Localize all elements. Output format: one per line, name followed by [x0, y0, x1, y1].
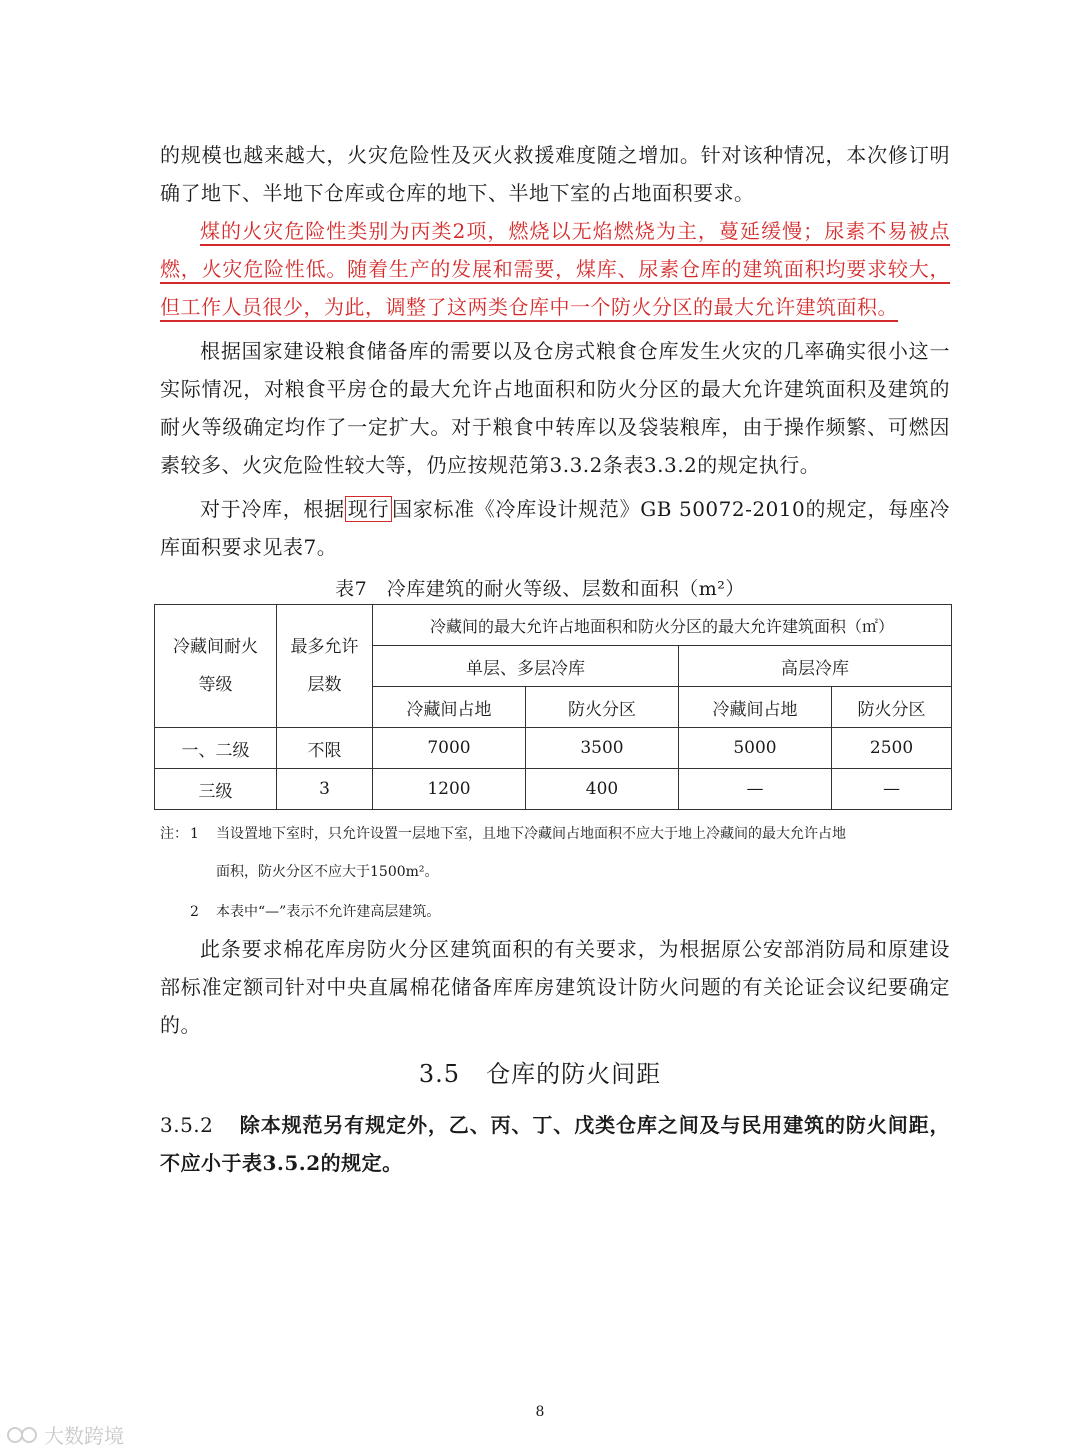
paragraph-cotton-storage: 此条要求棉花库房防火分区建筑面积的有关要求，为根据原公安部消防局和原建设部标准定额司针对中央直属棉花储备库库房建筑设计防火问题的有关论证会议纪要确定的。: [160, 937, 950, 1037]
watermark-text: 大数跨境: [44, 1424, 124, 1448]
header-fire-resistance-grade: 冷藏间耐火等级: [155, 605, 277, 728]
cold-storage-text-end: 国家标准《冷库设计规范》GB 50072-2010的规定，每座冷库面积要求见表7。: [160, 497, 951, 559]
watermark: [6, 1420, 124, 1449]
cell-high-land: —: [679, 769, 832, 810]
cell-high-zone: —: [832, 769, 952, 810]
header-max-floors: 最多允许层数: [277, 605, 373, 728]
header-high-rise: 高层冷库: [679, 646, 952, 687]
header-single-multi-storey: 单层、多层冷库: [373, 646, 679, 687]
cell-high-zone: 2500: [832, 728, 952, 769]
table-row: [155, 728, 952, 769]
cell-floors: 3: [277, 769, 373, 810]
highlighted-word-current: 现行: [345, 496, 392, 522]
cell-floors: 不限: [277, 728, 373, 769]
clause-number: 3.5.2: [160, 1113, 214, 1137]
cell-low-zone: 400: [526, 769, 679, 810]
note-1-number: 1: [190, 826, 199, 842]
clause-text: 除本规范另有规定外，乙、丙、丁、戊类仓库之间及与民用建筑的防火间距，不应小于表3.5.2的规定。: [160, 1113, 950, 1175]
note-label: 注：: [160, 826, 188, 842]
cell-grade: 一、二级: [155, 728, 277, 769]
note-2-number: 2: [190, 904, 199, 920]
note-1-line2: 面积，防火分区不应大于1500m²。: [216, 864, 439, 880]
header-low-zone: 防火分区: [526, 687, 679, 728]
table-caption: 表7 冷库建筑的耐火等级、层数和面积（m²）: [335, 578, 745, 600]
header-high-zone: 防火分区: [832, 687, 952, 728]
cell-low-land: 1200: [373, 769, 526, 810]
header-low-land: 冷藏间占地: [373, 687, 526, 728]
section-number: 3.5: [418, 1060, 461, 1088]
cell-low-land: 7000: [373, 728, 526, 769]
paragraph-grain-storage: 根据国家建设粮食储备库的需要以及仓房式粮食仓库发生火灾的几率确实很小这一实际情况，对粮食平房仓的最大允许占地面积和防火分区的最大允许建筑面积及建筑的耐火等级确定均作了一定扩大。对于粮食中转库以及袋装粮库，由于操作频繁、可燃因素较多、火灾危险性较大等，仍应按规范第3.3.2条表3.3.2的规定执行。: [160, 339, 950, 477]
note-1-line1: 当设置地下室时，只允许设置一层地下室，且地下冷藏间占地面积不应大于地上冷藏间的最大允许占地: [216, 826, 846, 842]
cell-grade: 三级: [155, 769, 277, 810]
header-area-group: 冷藏间的最大允许占地面积和防火分区的最大允许建筑面积（㎡）: [373, 605, 952, 646]
section-title: [0, 1054, 1080, 1089]
page-number: 8: [535, 1404, 545, 1420]
cell-high-land: 5000: [679, 728, 832, 769]
header-high-land: 冷藏间占地: [679, 687, 832, 728]
cold-storage-text-start: 对于冷库，根据: [200, 497, 345, 521]
note-2-text: 本表中“—”表示不允许建高层建筑。: [216, 904, 441, 920]
section-name: 仓库的防火间距: [486, 1060, 662, 1088]
table-row: [155, 769, 952, 810]
watermark-logo-icon: [6, 1424, 40, 1446]
cold-storage-table: [154, 604, 952, 810]
cell-low-zone: 3500: [526, 728, 679, 769]
paragraph-continued: 的规模也越来越大，火灾危险性及灭火救援难度随之增加。针对该种情况，本次修订明确了地下、半地下仓库或仓库的地下、半地下室的占地面积要求。: [160, 143, 950, 205]
paragraph-cold-storage: [160, 490, 950, 566]
paragraph-revision-highlighted: 煤的火灾危险性类别为丙类2项，燃烧以无焰燃烧为主，蔓延缓慢；尿素不易被点燃，火灾危险性低。随着生产的发展和需要，煤库、尿素仓库的建筑面积均要求较大，但工作人员很少，为此，调整了这两类仓库中一个防火分区的最大允许建筑面积。: [160, 219, 950, 319]
clause-3-5-2: [160, 1106, 950, 1182]
